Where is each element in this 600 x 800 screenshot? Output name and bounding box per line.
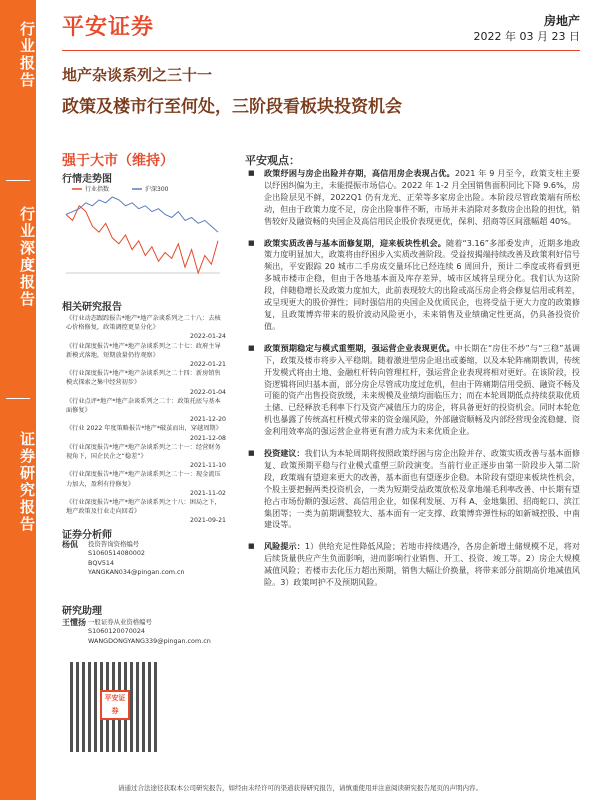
assistant-details [88, 618, 211, 646]
trend-chart-heading: 行情走势图 [62, 174, 112, 185]
assistant-detail-line: S1060120070024 [88, 627, 145, 636]
related-report-date: 2022-01-21 [190, 361, 226, 369]
sidebar-divider [6, 398, 30, 399]
header-divider [62, 50, 580, 51]
sidebar-divider [6, 180, 30, 181]
related-report-title: 《行业深度报告*地产*地产杂谈系列之十八：困局之下，地产政策及行业走向回看》 [66, 499, 221, 516]
analyst-detail-line: 投资咨询资格编号 [88, 540, 140, 548]
analyst-name: 杨侃 [62, 540, 78, 549]
chart-series-line [66, 197, 218, 232]
related-report-date: 2021-11-02 [190, 489, 226, 497]
analyst-detail-line: S1060514080002 [88, 549, 145, 558]
related-report-item[interactable] [66, 470, 226, 498]
related-report-title: 《行业深度报告*地产*地产杂谈系列之二十七：政府主导新模式落地，短期放量仍待观察》 [66, 342, 221, 359]
related-report-date: 2021-12-20 [190, 416, 226, 424]
related-report-item[interactable] [66, 424, 226, 442]
key-point-text: 我们认为本轮周期将按照政策纾困与房企出险并存、政策实质改善与基本面修复、政策预期平稳与行业模式重塑三阶段演变。当前行业正逐步由第一阶段步入第二阶段，政策端有望迎来更大的改善，基本面也有望逐步企稳。本阶段有望迎来板块性机会，个股主要把握两类投资机会，一类为短期受益政策放松及拿地端毛利率改善、中长期有望抢占市场份额的强运营、高信用企业，如保利发展、万科 A、金地集团、招商蛇口、滨江集团等；一类为前期调整较大、基本面有一定支撑、政策博弈弹性标的如新城控股、中南建设等。 [264, 448, 580, 530]
key-point [248, 168, 580, 228]
assistant-detail-line: 一般证券从业资格编号 [88, 618, 152, 626]
analyst-detail-line: YANGKAN034@pingan.com.cn [88, 568, 185, 577]
related-report-title: 《行业 2022 年度策略报告*地产*破茧而出，穿越周期》 [66, 425, 222, 433]
sidebar-label-industry-report: 行业报告 [18, 21, 36, 89]
related-report-item[interactable] [66, 342, 226, 370]
series-title: 地产杂谈系列之三十一 [62, 66, 213, 84]
chart-legend-label: 沪深300 [145, 186, 169, 193]
trend-chart [62, 183, 222, 283]
key-point-lead: 政策实质改善与基本面修复期，迎来板块性机会。 [264, 237, 447, 248]
related-report-item[interactable] [66, 498, 226, 526]
analyst-heading: 证券分析师 [62, 530, 112, 541]
related-report-date: 2021-12-08 [190, 434, 226, 442]
rating-label: 强于大市（维持） [62, 153, 174, 169]
analyst-detail-line: BQV514 [88, 558, 115, 567]
key-point-lead: 政策纾困与房企出险并存期，高信用房企表现占优。 [264, 168, 455, 178]
related-report-date: 2021-09-21 [190, 517, 226, 525]
report-title: 政策及楼市行至何处，三阶段看板块投资机会 [62, 97, 402, 117]
related-report-item[interactable] [66, 369, 226, 397]
related-report-date: 2021-11-10 [190, 462, 226, 470]
key-point [248, 541, 580, 589]
related-reports-list [66, 314, 226, 526]
key-point-lead: 政策预期稳定与模式重塑期，强运营企业表现更优。 [264, 342, 455, 353]
sidebar [0, 0, 36, 800]
key-point-text: 中长期在“房住不炒”与“三稳”基调下，政策及楼市将步入平稳期。随着激进型房企退出或萎缩，以及本轮阵痛期教训，传统开发模式将由土地、金融杠杆转向管理杠杆，强运营企业表现将相对更好。在该阶段，投资逻辑将回归基本面，部分房企尽管成功度过危机，但由于阵痛期信用受损、融资不畅及可能的资产出售投资放缓，未来规模及业绩均面临压力；而在本轮周期低点持续获取优质土储、已经释放毛利率下行及资产减值压力的房企，将具备更好的投资机会。同时本轮危机也暴露了传统高杠杆模式带来的资金端风险，外部融资顺畅及内部经营现金流稳健、资金利用效率高的强运营企业将更有潜力成为未来优质企业。 [264, 342, 580, 437]
key-point-text: 随着“3.16”多部委发声，近期多地政策力度明显加大，政策将由纾困步入实质改善阶段。受益按揭端持续改善及政策利好信号频出，平安跟踪 20 城市二手房成交量环比已经连续 6 周回升，预计二季度或将看到更多城市楼市企稳，但由于各地基本面及库存差异，城市区域将呈现分化。我们认为这阶段，伴随稳增长及政策力度加大，此前表现较大的出险或高压房企将会修复信用或利差，或呈现更大的股价弹性；同时强信用的央国企及优质民企，也将受益于更大力度的政策修复，且政策博弈带来的股价波动风险更小，未来销售及业绩确定性更高，仍具备投资价值。 [264, 237, 580, 331]
chart-legend-label: 行业指数 [85, 186, 110, 193]
view-heading: 平安观点： [245, 154, 300, 167]
related-reports-heading: 相关研究报告 [62, 302, 122, 313]
key-point-lead: 风险提示： [264, 541, 305, 552]
key-point-lead: 投资建议： [264, 448, 305, 459]
key-point [248, 448, 580, 531]
sidebar-label-securities-research: 证券研究报告 [18, 431, 36, 533]
qr-logo: 平安证券 [100, 690, 130, 720]
key-point-text: 1）供给充足性降低风险；若地市持续遇冷，各房企新增土储规模不足，将对后续货量供应产生负面影响，进而影响行业销售、开工、投资、竣工等。2）房企大规模减值风险；若楼市去化压力超出预期，销售大幅让价换量，将带来部分前期高价地减值风险。3）政策呵护不及预期风险。 [264, 541, 580, 588]
footer-disclaimer: 请通过合法途径获取本公司研究报告，如经由未经许可的渠道获得研究报告，请慎重使用并注意阅读研究报告尾页的声明内容。 [118, 784, 482, 792]
related-report-date: 2022-01-24 [190, 333, 226, 341]
related-report-item[interactable] [66, 314, 226, 342]
key-point-text: 2021 年 9 月至今，政策支柱主要以纾困纠偏为主，未能提振市场信心。2022 年 1-2 月全国销售面积同比下降 9.6%，房企出险层见不鲜，2022Q1 仍有龙光、正荣等多家房企出险。本阶段尽管政策端有所松动，但由于政策力度不足，房企出险事件不断，市场并未消除对多数房企出险的担忧，销售较好及融资畅的央国企及高信用民企股价表现更优，保利、招商等区间涨幅超 40%。 [264, 168, 580, 226]
related-report-title: 《行业深度报告*地产*地产杂谈系列之二十四：新房销售模式探索之集中经营初步》 [66, 370, 221, 387]
key-points [248, 168, 580, 599]
assistant-name: 王懂扬 [62, 618, 86, 627]
report-date: 2022 年 03 月 23 日 [473, 30, 580, 43]
sector-label: 房地产 [543, 14, 580, 28]
related-report-title: 《行业深度报告*地产*地产杂谈系列之二十一：现金流压力加大，盈利有待修复》 [66, 471, 221, 488]
related-report-title: 《行业动态跟踪报告*地产*地产杂谈系列之二十八：去核心价格修复，政策调控更显分化》 [66, 315, 221, 332]
related-report-date: 2022-01-04 [190, 388, 226, 396]
chart-series-line [66, 206, 218, 273]
key-point [248, 238, 580, 333]
analyst-block [62, 540, 232, 578]
related-report-item[interactable] [66, 397, 226, 425]
assistant-block [62, 618, 232, 646]
related-report-item[interactable] [66, 443, 226, 471]
sidebar-label-deep-report: 行业深度报告 [18, 206, 36, 308]
analyst-details [88, 540, 185, 578]
key-point [248, 343, 580, 438]
assistant-detail-line: WANGDONGYANG339@pingan.com.cn [88, 636, 211, 645]
related-report-title: 《行业深度报告*地产*地产杂谈系列之二十一：经营财务视角下，国企民企之“稳差”》 [66, 443, 221, 461]
related-report-title: 《行业点评*地产*地产杂谈系列之二十：政策托底与基本面修复》 [66, 397, 221, 415]
company-logo: 平安证券 [62, 15, 155, 40]
assistant-heading: 研究助理 [62, 606, 102, 617]
